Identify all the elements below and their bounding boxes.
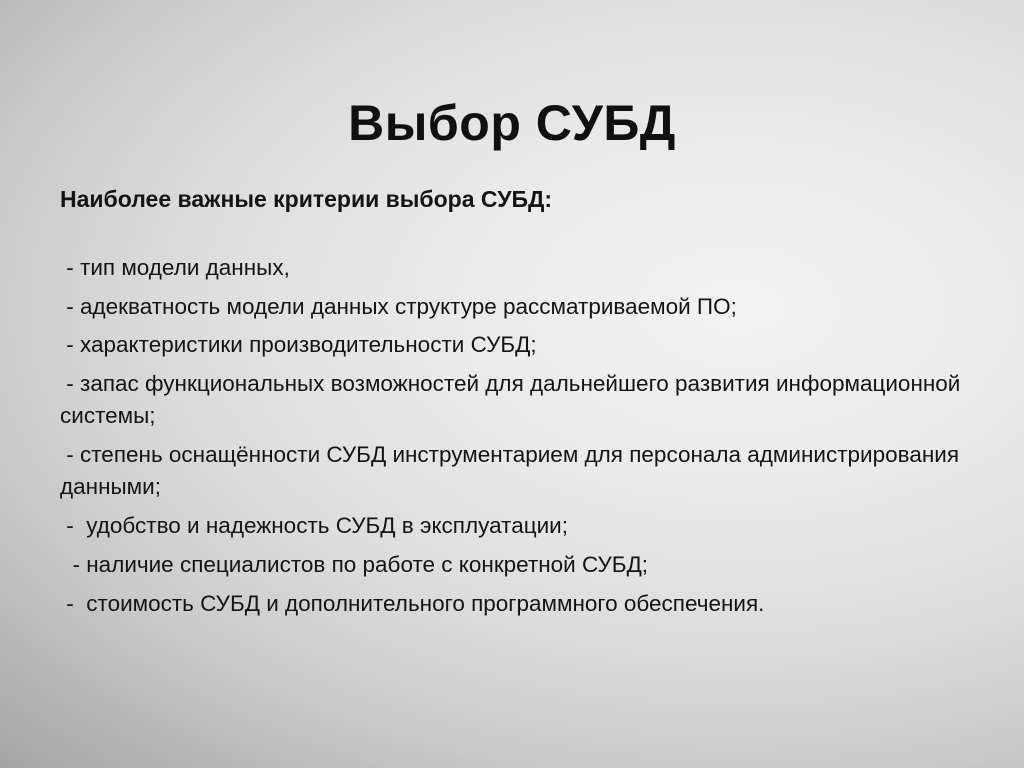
list-item: - стоимость СУБД и дополнительного программного обеспечения.	[60, 591, 765, 617]
list-item: - адекватность модели данных структуре рассматриваемой ПО;	[60, 293, 737, 319]
page-title: Выбор СУБД	[348, 94, 676, 151]
list-item: - удобство и надежность СУБД в эксплуатации;	[60, 513, 568, 539]
list-item: - характеристики производительности СУБД;	[60, 332, 537, 358]
list-item: - тип модели данных,	[60, 254, 290, 280]
criteria-list	[60, 252, 976, 620]
list-item: - запас функциональных возможностей для дальнейшего развития информационной системы;	[60, 371, 967, 429]
lead-paragraph: Наиболее важные критерии выбора СУБД:	[60, 186, 553, 212]
list-item: - степень оснащённости СУБД инструментарием для персонала администрирования данными;	[60, 442, 966, 500]
list-item: - наличие специалистов по работе с конкретной СУБД;	[60, 552, 649, 578]
slide-body	[60, 186, 976, 627]
